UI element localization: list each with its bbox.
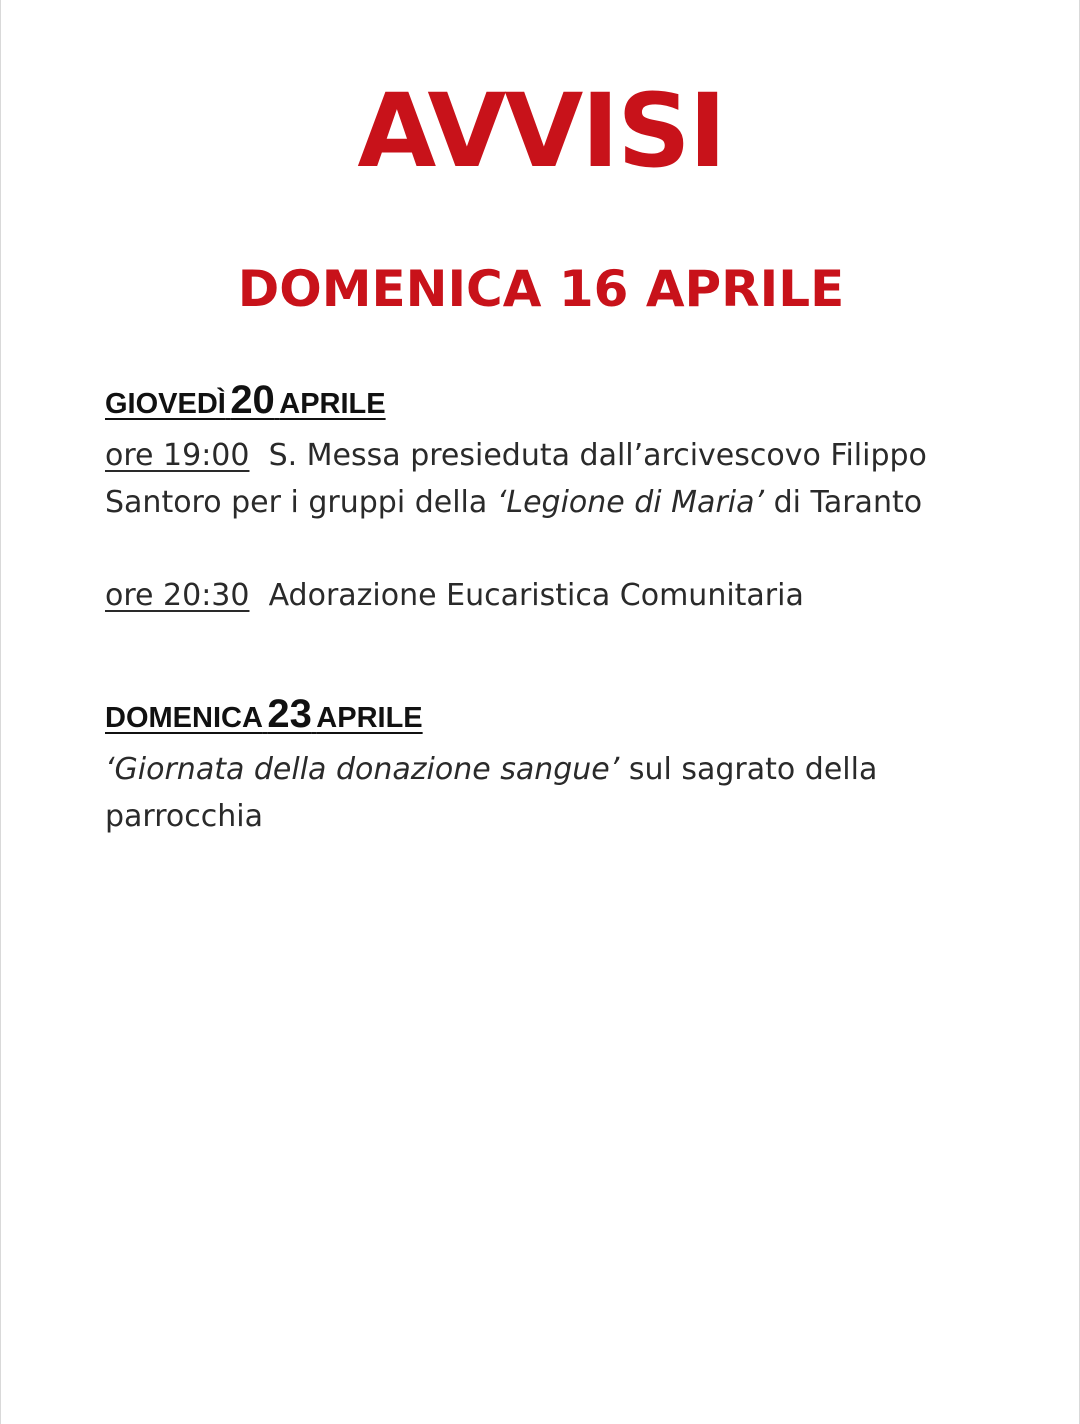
heading-month: APRILE	[316, 702, 423, 734]
event-text-after: di Taranto	[764, 485, 923, 520]
event-item	[105, 432, 985, 526]
heading-month: APRILE	[279, 388, 386, 420]
heading-number: 20	[230, 378, 275, 422]
page-title: AVVISI	[357, 72, 725, 191]
event-text-after: sul sagrato della parrocchia	[105, 752, 878, 834]
heading-number: 23	[267, 692, 312, 736]
event-text: S. Messa presieduta dall’arcivescovo Filippo Santoro per i gruppi della	[105, 438, 927, 520]
event-italic-text: ‘Giornata della donazione sangue’	[105, 752, 620, 787]
section-heading-sunday	[105, 692, 423, 737]
event-item	[105, 746, 985, 840]
section-heading-thursday	[105, 378, 386, 423]
page-subtitle: DOMENICA 16 APRILE	[237, 260, 845, 318]
heading-day: GIOVEDÌ	[105, 388, 226, 420]
event-italic-text: ‘Legione di Maria’	[496, 485, 765, 520]
heading-day: DOMENICA	[105, 702, 263, 734]
event-text: Adorazione Eucaristica Comunitaria	[268, 578, 804, 613]
event-time: ore 19:00	[105, 438, 250, 473]
event-item	[105, 572, 985, 619]
event-time: ore 20:30	[105, 578, 250, 613]
